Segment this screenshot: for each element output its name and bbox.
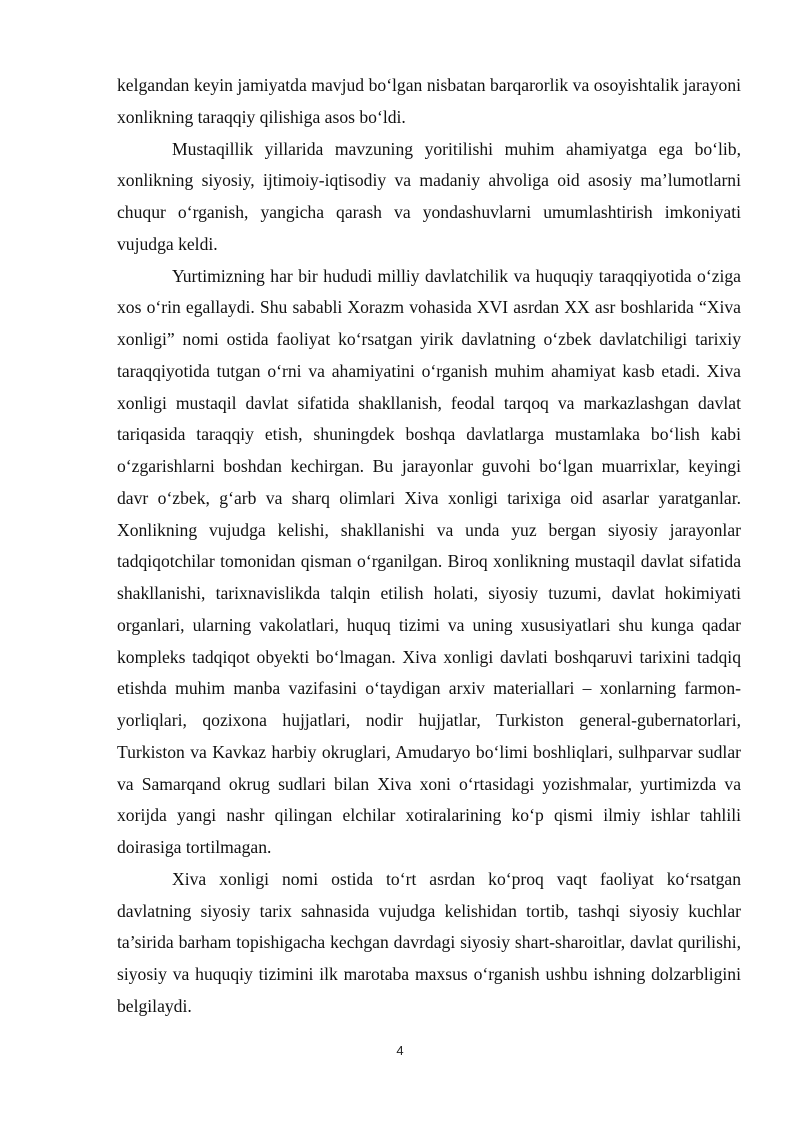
paragraph-continuation: kelgandan keyin jamiyatda mavjud bo‘lgan nisbatan barqarorlik va osoyishtalik jarayoni xonlikning taraqqiy qilishiga asos bo‘ldi. — [117, 75, 741, 127]
page-number: 4 — [396, 1043, 404, 1058]
paragraph-yurtimizning: Yurtimizning har bir hududi milliy davlatchilik va huquqiy taraqqiyotida o‘ziga xos o‘rin egallaydi. Shu sababli Xorazm vohasida XVI asrdan XX asr boshlarida “Xiva xonligi” nomi ostida faoliyat ko‘rsatgan yirik davlatning o‘zbek davlatchiligi tarixiy taraqqiyotida tutgan o‘rni va ahamiyatini o‘rganish muhim ahamiyat kasb etadi. Xiva xonligi mustaqil davlat sifatida shakllanish, feodal tarqoq va markazlashgan davlat tariqasida taraqqiy etish, shuningdek boshqa davlatlarga mustamlaka bo‘lish kabi o‘zgarishlarni boshdan kechirgan. Bu jarayonlar guvohi bo‘lgan muarrixlar, keyingi davr o‘zbek, g‘arb va sharq olimlari Xiva xonligi tarixiga oid asarlar yaratganlar. Xonlikning vujudga kelishi, shakllanishi va unda yuz bergan siyosiy jarayonlar tadqiqotchilar tomonidan qisman o‘rganilgan. Biroq xonlikning mustaqil davlat sifatida shakllanishi, tarixnavislikda talqin etilish holati, siyosiy tuzumi, davlat hokimiyati organlari, ularning vakolatlari, huquq tizimi va uning xususiyatlari shu kunga qadar kompleks tadqiqot obyekti bo‘lmagan. Xiva xonligi davlati boshqaruvi tarixini tadqiq etishda muhim manba vazifasini o‘taydigan arxiv materiallari – xonlarning farmon-yorliqlari, qozixona hujjatlari, nodir hujjatlar, Turkiston general-gubernatorlari, Turkiston va Kavkaz harbiy okruglari, Amudaryo bo‘limi boshliqlari, sulhparvar sudlar va Samarqand okrug sudlari bilan Xiva xoni o‘rtasidagi yozishmalar, yurtimizda va xorijda yangi nashr qilingan elchilar xotiralarining ko‘p qismi ilmiy ishlar tahlili doirasiga tortilmagan. — [117, 265, 741, 857]
paragraph-xiva-xonligi: Xiva xonligi nomi ostida to‘rt asrdan ko‘proq vaqt faoliyat ko‘rsatgan davlatning siyosiy tarix sahnasida vujudga kelishidan tortib, tashqi siyosiy kuchlar ta’sirida barham topishigacha kechgan davrdagi siyosiy shart-sharoitlar, davlat qurilishi, siyosiy va huquqiy tizimini ilk marotaba maxsus o‘rganish ushbu ishning dolzarbligini belgilaydi. — [117, 868, 741, 1016]
paragraph-mustaqillik: Mustaqillik yillarida mavzuning yoritilishi muhim ahamiyatga ega bo‘lib, xonlikning siyosiy, ijtimoiy-iqtisodiy va madaniy ahvoliga oid asosiy ma’lumotlarni chuqur o‘rganish, yangicha qarash va yondashuvlarni umumlashtirish imkoniyati vujudga keldi. — [117, 138, 741, 254]
body-text — [117, 70, 741, 1023]
